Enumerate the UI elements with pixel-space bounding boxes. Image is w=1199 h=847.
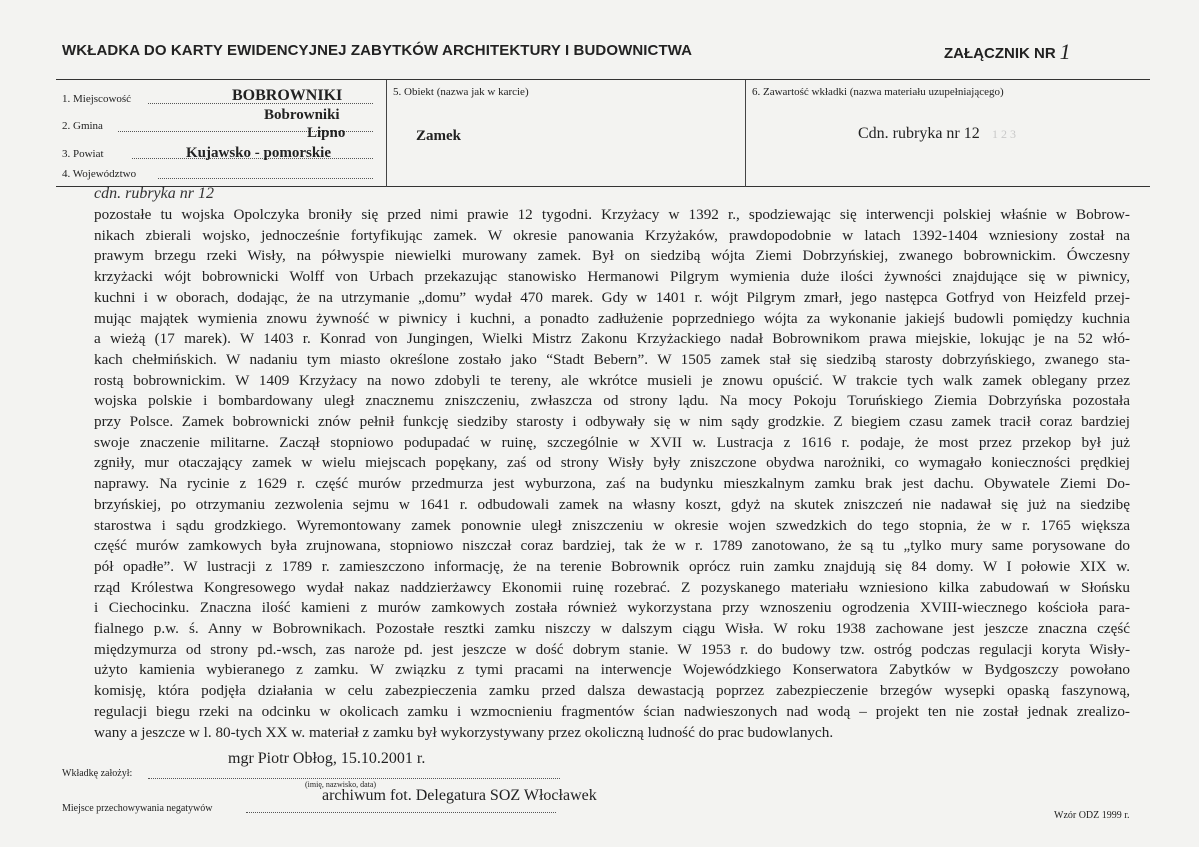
- body-line: mując majątek wymienia znowu żywność w piwnicy i kuchni, a ponadto zadłużenie poprzedniego wójta za wykonanie jakiejś budowli pomiędzy kuchnia: [94, 309, 1130, 327]
- miejscowosc-label: 1. Miejscowość: [62, 93, 132, 105]
- header-rule: [56, 79, 1150, 80]
- archive-label: Miejsce przechowywania negatywów: [62, 803, 213, 814]
- body-line: część murów zamkowych była zrujnowana, stopniowo niszczał coraz bardziej, tak że w r. 1789 zanotowano, że są tu „tylko mury same porysowane do: [94, 537, 1130, 555]
- body-line: brzyńskiej, po otrzymaniu zezwolenia sejmu w 1641 r. odbudowali zamek na własny koszt, gdyż na skutek zniszczeń nie nadawał się już na siedzibę: [94, 495, 1130, 513]
- wojewodztwo-value: Kujawsko - pomorskie: [186, 145, 332, 161]
- powiat-value: Lipno: [307, 125, 346, 141]
- signature-dots: [148, 778, 560, 779]
- body-line: kuchni i w oborach, dodając, że na utrzymanie „domu” wydał 470 marek. Gdy w 1401 r. wójt Pilgrym zmarł, jego następca Gotfryd von Heizfeld przej-: [94, 288, 1130, 306]
- body-line: krzyżacki wójt bobrownicki Wolff von Urbach przekazując stanowisko Hermanowi Pilgrym wymienia duże ilości żywności znajdujące się w piwnicy,: [94, 268, 1130, 286]
- body-line: i Ciechocinku. Znaczna ilość kamieni z murów zamkowych została również wykorzystana przy wznoszeniu ogrodzenia XVIII-wiecznego kościoła para-: [94, 599, 1130, 617]
- body-line: rząd Królestwa Kongresowego wydał nakaz naddzierżawcy Ekonomii ruinę rozebrać. Z pozyskanego materiału wzniesiono kilka zabudowań w Słońsku: [94, 578, 1130, 596]
- body-line: międzymurza od strony pd.-wsch, zas naroże pd. jest jeszcze w dość dobrym stanie. W 1953 r. do budowy tzw. ostróg podczas regulacji koryta Wisły-: [94, 640, 1130, 658]
- zawartosc-ghost-text: 1 2 3: [992, 127, 1016, 141]
- obiekt-label: 5. Obiekt (nazwa jak w karcie): [393, 86, 529, 98]
- fields-bottom-rule: [56, 186, 1150, 187]
- body-line: naprawy. Na rycinie z 1629 r. część murów przedmurza jest wyburzona, zaś na budynku mieszkalnym zamku brak jest dachu. Obywatele Ziemi Do-: [94, 475, 1130, 493]
- body-line: wojska polskie i bombardowany uległ znacznemu zniszczeniu, zwłaszcza od strony lądu. Na mocy Pokoju Toruńskiego Ziemia Dobrzyńska pozostała: [94, 392, 1130, 410]
- body-line: regulacji biegu rzeki na odcinku w okolicach zamku i wzmocnieniu fragmentów ścian nadwieszonych nad wodą – projekt ten nie został jednak zrealizo-: [94, 702, 1130, 720]
- attachment-label: ZAŁĄCZNIK NR: [944, 45, 1056, 62]
- body-line: przy Polsce. Zamek bobrownicki znów pełnił funkcję siedziby starosty i odbywały się w nim sądy grodzkie. Z biegiem czasu zamek tracił coraz bardziej: [94, 413, 1130, 431]
- obiekt-value: Zamek: [416, 128, 461, 144]
- column-divider-1: [386, 80, 387, 187]
- gmina-value: Bobrowniki: [264, 107, 340, 123]
- body-line: fialnego p.w. ś. Anny w Bobrownikach. Pozostałe resztki zamku niszczy w dalszym ciągu Wisła. W roku 1938 zachowane jest jeszcze znaczna część: [94, 620, 1130, 638]
- form-title: WKŁADKA DO KARTY EWIDENCYJNEJ ZABYTKÓW ARCHITEKTURY I BUDOWNICTWA: [62, 42, 693, 59]
- body-line: swoje znaczenie militarne. Zaczął stopniowo podupadać w ruinę, szczególnie w XVII w. Lustracja z 1616 r. podaje, że most przez przekop był już: [94, 433, 1130, 451]
- body-line: rostą bobrownickim. W 1409 Krzyżacy na nowo zdobyli te tereny, ale wkrótce musieli je znowu opuścić. W trakcie tych walk zamek oblegany przez: [94, 371, 1130, 389]
- body-text: [94, 205, 1130, 743]
- body-line: wany a jeszcze w l. 80-tych XX w. materiał z zamku był wykorzystywany przez okoliczną ludność do prac budowlanych.: [94, 723, 834, 741]
- gmina-label: 2. Gmina: [62, 120, 103, 132]
- body-line: kach chełmińskich. W nadaniu tym miasto określone zostało jako “Stadt Bebern”. W 1505 zamek stał się siedzibą starosty dobrzyńskiego, zwanego sta-: [94, 350, 1130, 368]
- archive-dots: [246, 812, 556, 813]
- body-line: starostwa i sądu grodzkiego. Wyremontowany zamek ponownie uległ zniszczeniu w okresie wojen szwedzkich do tego stopnia, że w r. 1765 większa: [94, 516, 1130, 534]
- body-line: komisję, która podjęła działania w celu zabezpieczenia zamku przed dalsza dewastacją poprzez zabezpieczenie brzegów wysepki opaską faszynową,: [94, 682, 1130, 700]
- powiat-label: 3. Powiat: [62, 148, 104, 160]
- column-divider-2: [745, 80, 746, 187]
- attachment-number-value: 1: [1059, 39, 1071, 64]
- wojewodztwo-dots: [158, 178, 373, 179]
- miejscowosc-value: BOBROWNIKI: [232, 87, 343, 104]
- signature-caption: (imię, nazwisko, data): [305, 780, 377, 789]
- body-line: pozostałe tu wojska Opolczyka broniły się przed nimi prawie 12 tygodni. Krzyżacy w 1392 r., spodziewając się interwencji polskiej właśnie w Bobrow-: [94, 206, 1130, 223]
- wojewodztwo-label: 4. Województwo: [62, 168, 137, 180]
- body-line: a wieżą (17 marek). W 1403 r. Konrad von Jungingen, Wielki Mistrz Zakonu Krzyżackiego nadał Bobrownikom prawa miejskie, lokując je na 52 włó-: [94, 330, 1130, 348]
- form-code: Wzór ODZ 1999 r.: [1054, 810, 1130, 821]
- body-line: użyto kamienia wybieranego z zamku. W związku z tymi pracami na interwencje Wojewódzkiego Konserwatora Zabytków w Bydgoszczy powołano: [94, 661, 1130, 679]
- signature-label: Wkładkę założył:: [62, 768, 133, 779]
- body-line: zgniły, mur otaczający zamek w wielu miejscach popękany, zaś od strony Wisły były zniszczone obydwa narożniki, co wymagało konieczności prędkiej: [94, 454, 1130, 472]
- archive-value: archiwum fot. Delegatura SOZ Włocławek: [322, 787, 597, 804]
- signature-value: mgr Piotr Obłog, 15.10.2001 r.: [228, 750, 426, 767]
- continuation-note: cdn. rubryka nr 12: [94, 185, 214, 202]
- attachment-number: [944, 38, 1071, 64]
- body-line: prawym brzegu rzeki Wisły, na półwyspie niewielki murowany zamek. Był on siedzibą wójta Ziemi Dobrzyńskiej, zwanego bobrownickim. Ówczesny: [94, 247, 1130, 265]
- body-line: nikach zbierali wojsko, jednocześnie fortyfikując zamek. W okresie panowania Krzyżaków, prawdopodobnie w latach 1392-1404 wzniesiony został na: [94, 226, 1130, 244]
- body-line: pół opadłe”. W lustracji z 1789 r. zamieszczono informację, że na terenie Bobrownik oprócz ruin zamku znajdują się 84 domy. W I połowie XIX w.: [94, 557, 1130, 575]
- zawartosc-value: Cdn. rubryka nr 12: [858, 125, 980, 142]
- zawartosc-label: 6. Zawartość wkładki (nazwa materiału uzupełniającego): [752, 86, 1004, 98]
